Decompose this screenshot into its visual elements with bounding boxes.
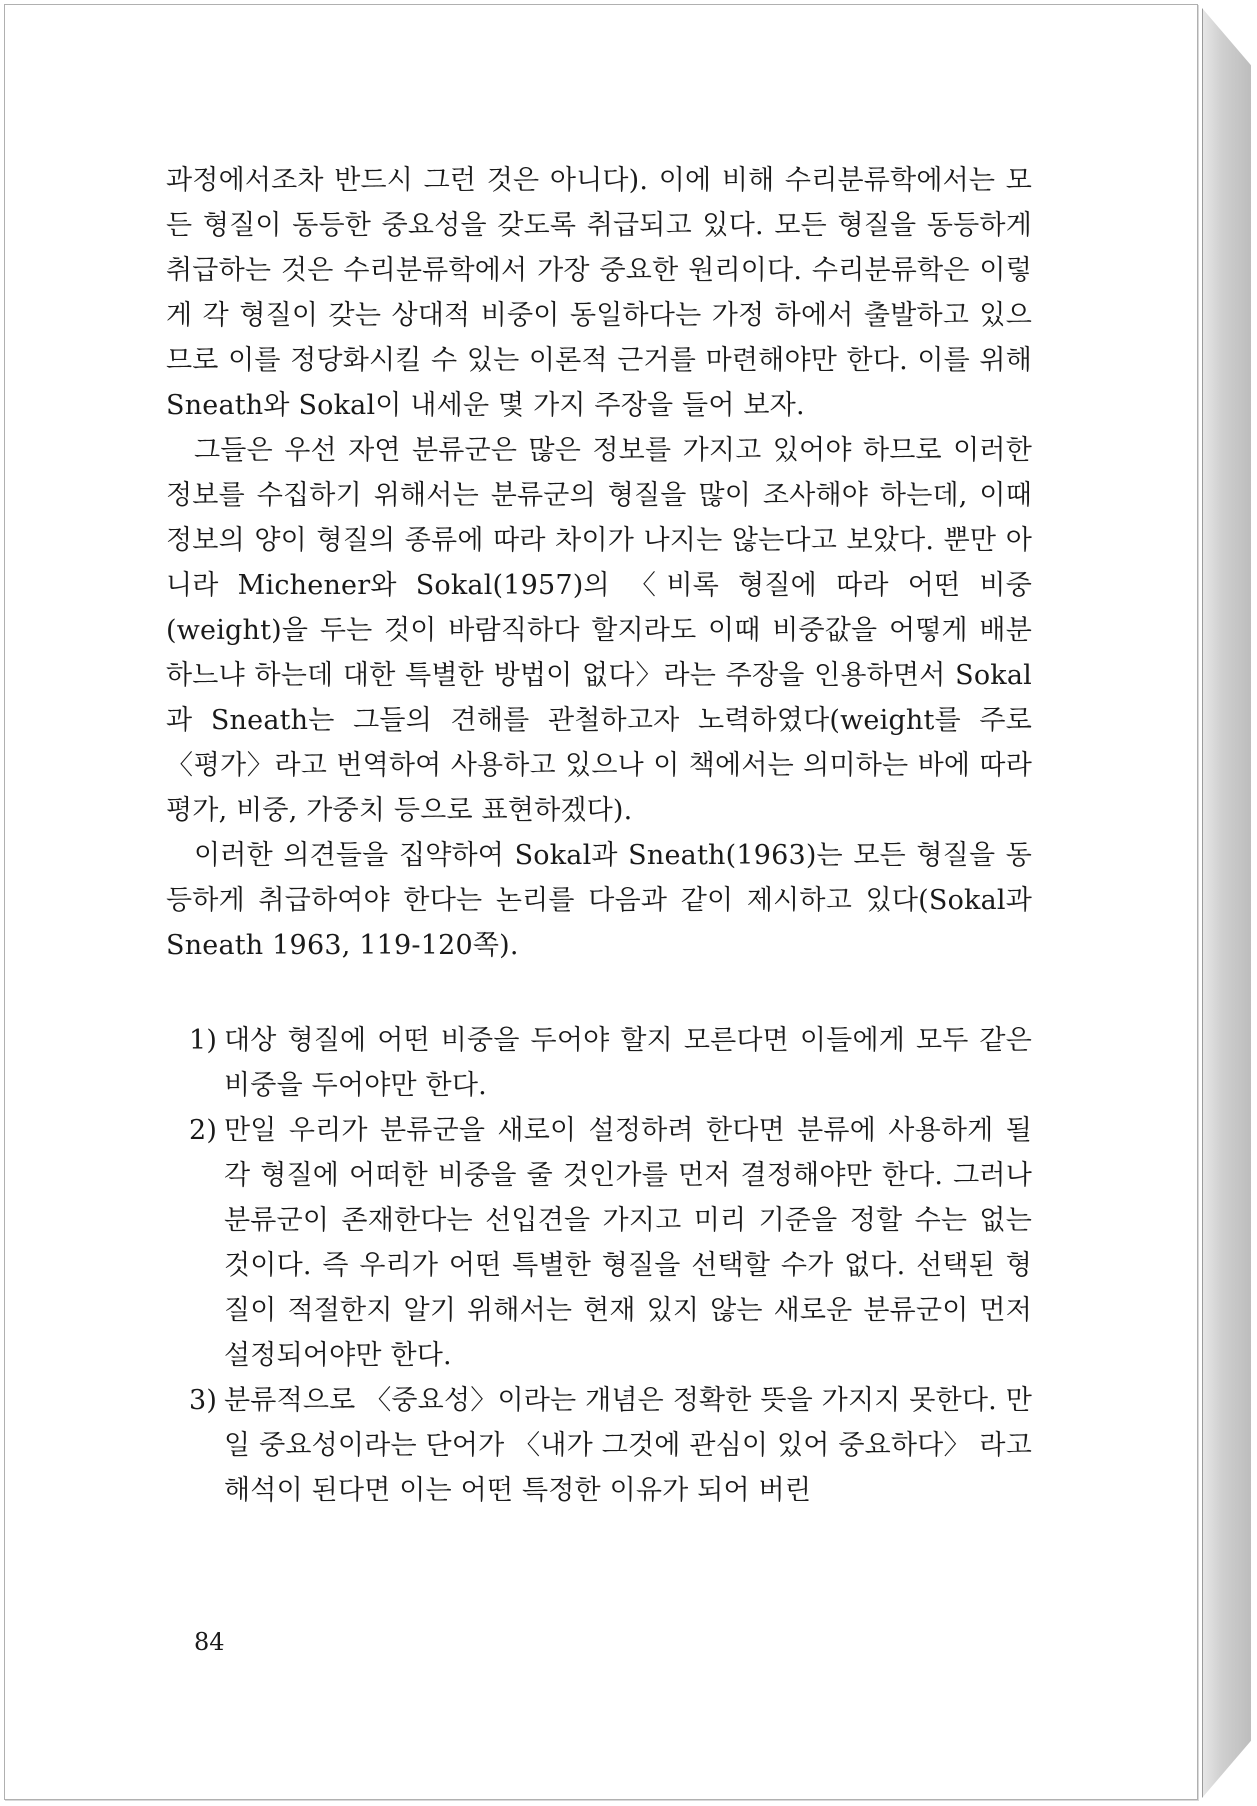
page-number: 84 xyxy=(194,1628,225,1656)
book-page-edge xyxy=(1202,8,1251,1798)
paragraph: 그들은 우선 자연 분류군은 많은 정보를 가지고 있어야 하므로 이러한 정보를 수집하기 위해서는 분류군의 형질을 많이 조사해야 하는데, 이때 정보의 양이 형질의 종류에 따라 차이가 나지는 않는다고 보았다. 뿐만 아니라 Michener와 Sokal(1957)의 〈비록 형질에 따라 어떤 비중(weight)을 두는 것이 바람직하다 할지라도 이때 비중값을 어떻게 배분하느냐 하는데 대한 특별한 방법이 없다〉라는 주장을 인용하면서 Sokal과 Sneath는 그들의 견해를 관철하고자 노력하였다(weight를 주로 〈평가〉라고 번역하여 사용하고 있으나 이 책에서는 의미하는 바에 따라 평가, 비중, 가중치 등으로 표현하겠다). xyxy=(166,435,1032,826)
paragraph: 이러한 의견들을 집약하여 Sokal과 Sneath(1963)는 모든 형질을 동등하게 취급하여야 한다는 논리를 다음과 같이 제시하고 있다(Sokal과 Sneath 1963, 119-120쪽). xyxy=(166,840,1032,961)
list-item-text: 대상 형질에 어떤 비중을 두어야 할지 모른다면 이들에게 모두 같은 비중을 두어야만 한다. xyxy=(224,1025,1032,1101)
list-item-text: 만일 우리가 분류군을 새로이 설정하려 한다면 분류에 사용하게 될 각 형질에 어떠한 비중을 줄 것인가를 먼저 결정해야만 한다. 그러나 분류군이 존재한다는 선입견을 가지고 미리 기준을 정할 수는 없는 것이다. 즉 우리가 어떤 특별한 형질을 선택할 수가 없다. 선택된 형질이 적절한지 알기 위해서는 현재 있지 않는 새로운 분류군이 먼저 설정되어야만 한다. xyxy=(224,1115,1032,1371)
list-item-number: 1) xyxy=(189,1025,218,1056)
list-item xyxy=(166,1018,1032,1108)
paragraph: 과정에서조차 반드시 그런 것은 아니다). 이에 비해 수리분류학에서는 모든 형질이 동등한 중요성을 갖도록 취급되고 있다. 모든 형질을 동등하게 취급하는 것은 수리분류학에서 가장 중요한 원리이다. 수리분류학은 이렇게 각 형질이 갖는 상대적 비중이 동일하다는 가정 하에서 출발하고 있으므로 이를 정당화시킬 수 있는 이론적 근거를 마련해야만 한다. 이를 위해 Sneath와 Sokal이 내세운 몇 가지 주장을 들어 보자. xyxy=(166,165,1032,421)
list-item xyxy=(166,1378,1032,1513)
list-item xyxy=(166,1108,1032,1378)
list-item-number: 2) xyxy=(189,1115,218,1146)
body-text xyxy=(166,158,1032,1513)
list-item-text: 분류적으로 〈중요성〉이라는 개념은 정확한 뜻을 가지지 못한다. 만일 중요성이라는 단어가 〈내가 그것에 관심이 있어 중요하다〉 라고 해석이 된다면 이는 어떤 특정한 이유가 되어 버린 xyxy=(224,1385,1032,1506)
list-item-number: 3) xyxy=(189,1385,218,1416)
numbered-list xyxy=(166,1018,1032,1513)
